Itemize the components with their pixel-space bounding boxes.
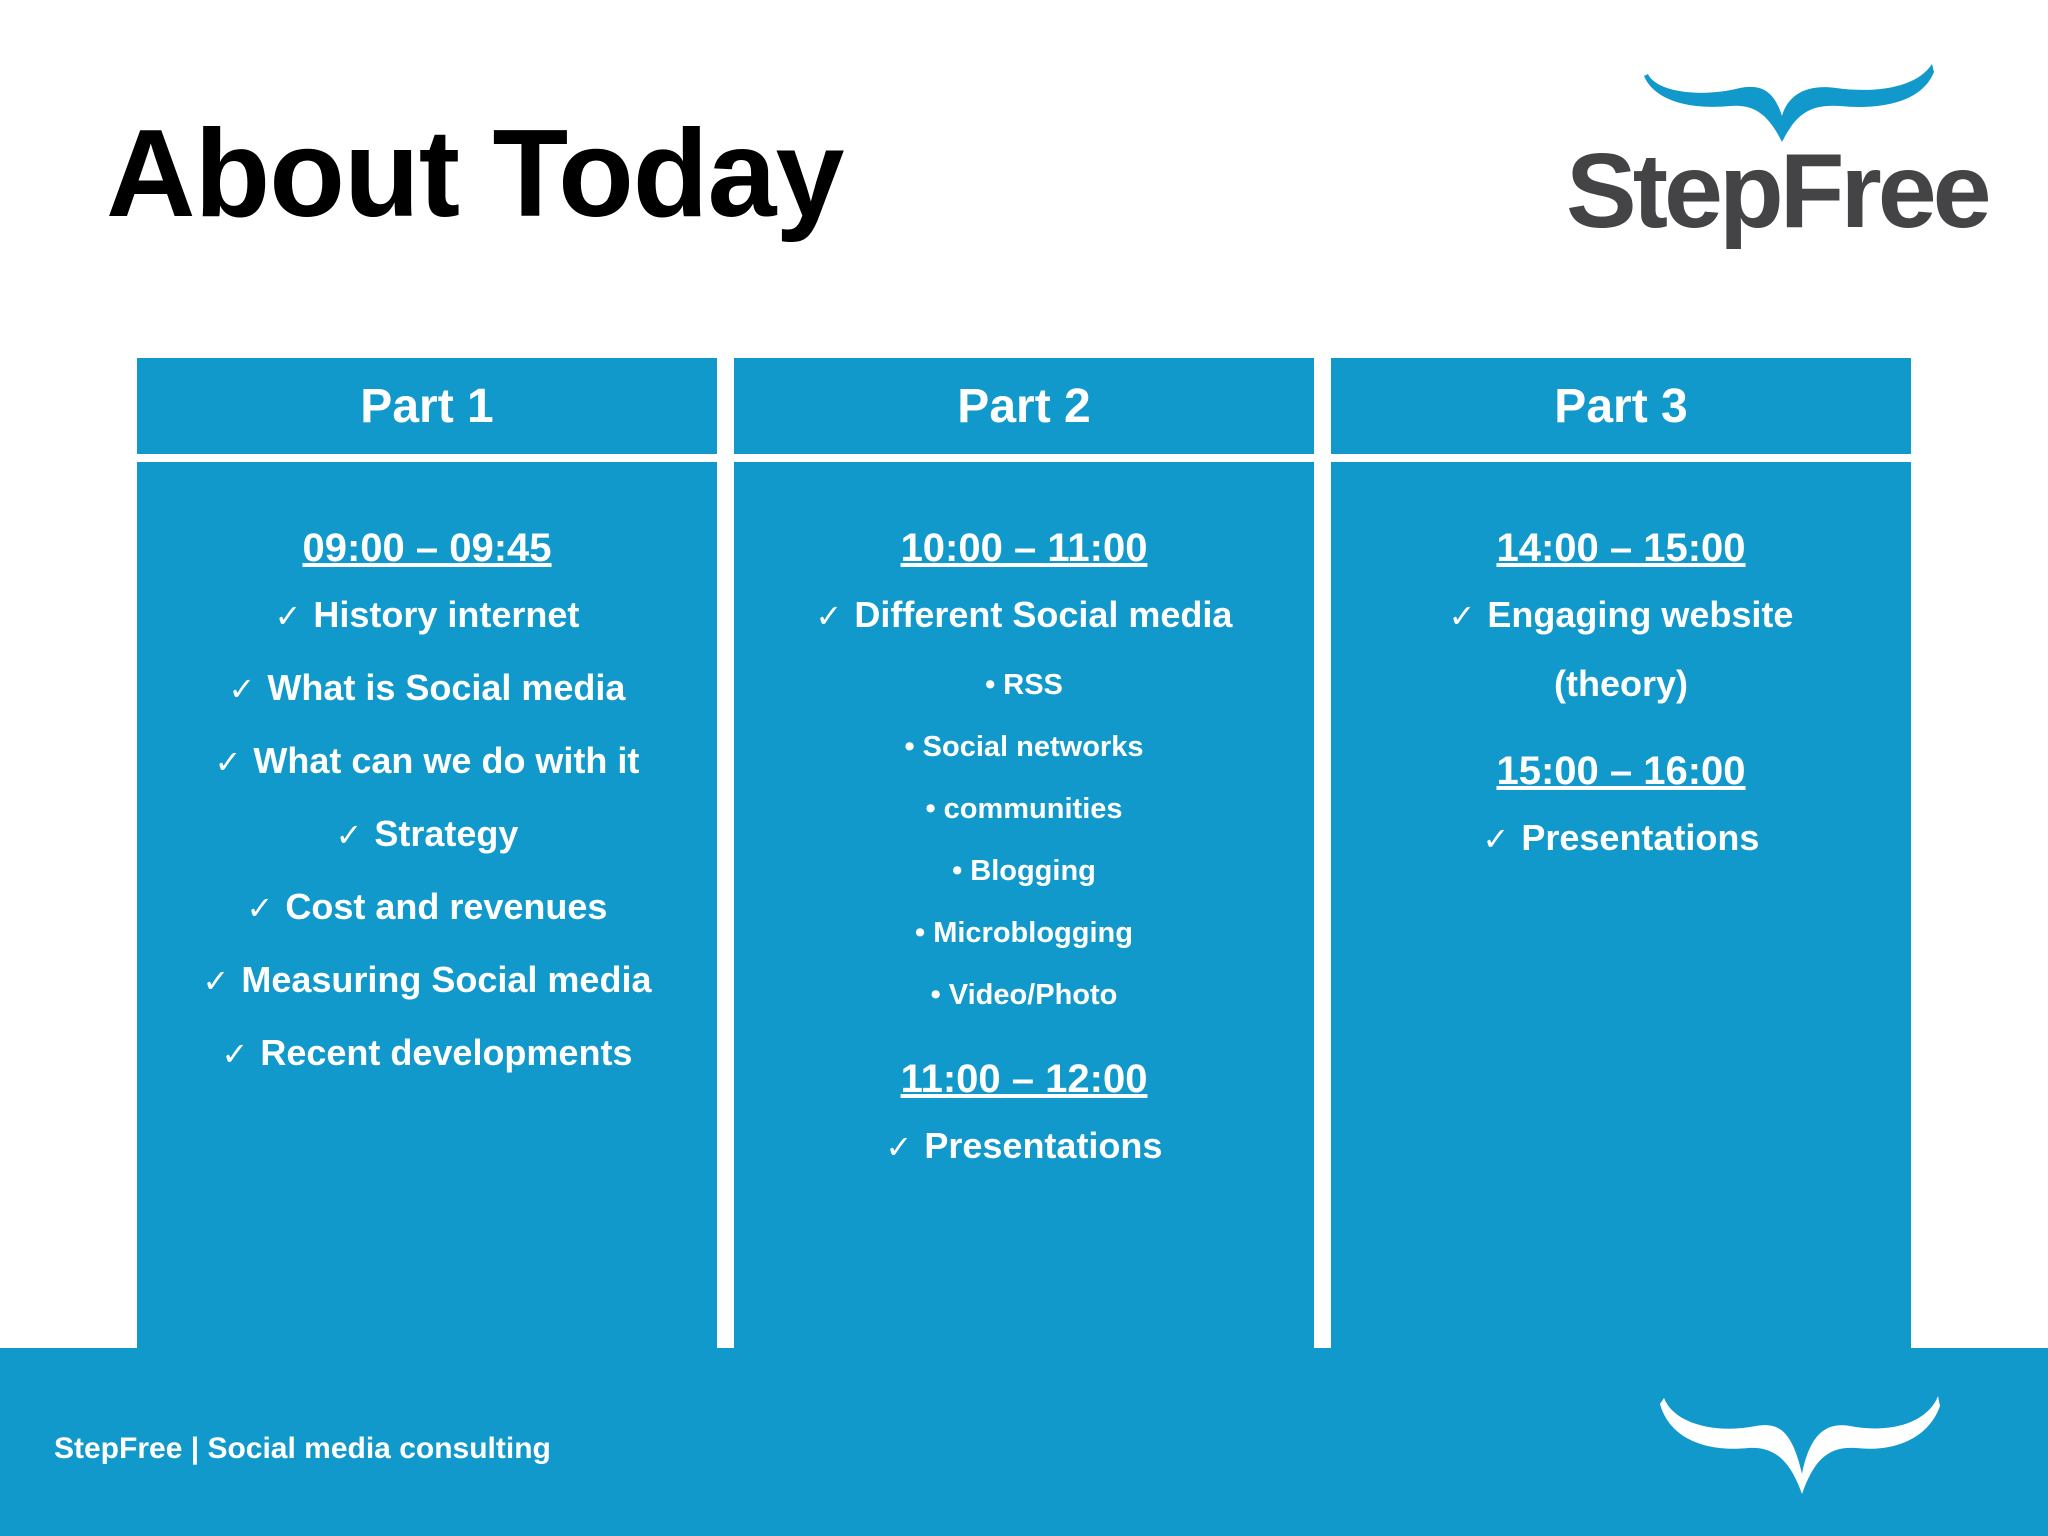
part-2-header: Part 2 — [734, 358, 1314, 454]
agenda-item — [137, 959, 717, 1002]
check-icon: ✓ — [221, 1035, 249, 1073]
session-time: 09:00 – 09:45 — [302, 526, 552, 570]
session-time: 14:00 – 15:00 — [1496, 526, 1746, 570]
check-icon: ✓ — [214, 743, 242, 781]
agenda-item — [137, 886, 717, 929]
sub-item-label: communities — [943, 793, 1123, 825]
agenda-item — [137, 740, 717, 783]
agenda-item-label: Measuring Social media — [241, 959, 652, 1000]
agenda-item — [734, 1125, 1314, 1168]
part-1-body — [137, 462, 717, 1350]
sub-item — [734, 853, 1314, 889]
sub-item-label: Social networks — [922, 731, 1144, 763]
sub-item — [734, 729, 1314, 765]
agenda-item — [137, 667, 717, 710]
agenda-item — [1331, 817, 1911, 860]
sub-item — [734, 791, 1314, 827]
bullet-icon: • — [915, 917, 926, 949]
agenda-item-label: Presentations — [924, 1125, 1163, 1166]
part-3-body — [1331, 462, 1911, 1350]
check-icon: ✓ — [246, 889, 274, 927]
sub-item — [734, 667, 1314, 703]
bullet-icon: • — [925, 793, 936, 825]
session-time: 11:00 – 12:00 — [900, 1057, 1148, 1101]
check-icon: ✓ — [228, 670, 256, 708]
session-time: 10:00 – 11:00 — [900, 526, 1148, 570]
wave-mark-icon — [1656, 1390, 1946, 1500]
agenda-item-label: Recent developments — [260, 1032, 633, 1073]
agenda-item-continuation: (theory) — [1554, 663, 1688, 704]
agenda-item-label: Engaging website — [1487, 594, 1794, 635]
agenda-item-label: Cost and revenues — [285, 886, 608, 927]
sub-item-label: RSS — [1003, 669, 1063, 701]
check-icon: ✓ — [335, 816, 363, 854]
logo-wave-icon — [1560, 62, 1970, 142]
agenda-item — [1331, 594, 1911, 637]
sub-item — [734, 915, 1314, 951]
part-1-header: Part 1 — [137, 358, 717, 454]
bullet-icon: • — [930, 979, 941, 1011]
check-icon: ✓ — [1448, 597, 1476, 635]
agenda-item — [137, 1032, 717, 1075]
bullet-icon: • — [904, 731, 915, 763]
bullet-icon: • — [952, 855, 963, 887]
agenda-item-label: Presentations — [1521, 817, 1760, 858]
agenda-item — [137, 594, 717, 637]
footer-bar — [0, 1348, 2048, 1536]
sub-item-label: Blogging — [970, 855, 1096, 887]
sub-item — [734, 977, 1314, 1013]
check-icon: ✓ — [202, 962, 230, 1000]
sub-item-label: Video/Photo — [948, 979, 1118, 1011]
agenda-item-label: What is Social media — [267, 667, 626, 708]
stepfree-logo — [1560, 62, 1988, 262]
agenda-item-label: Different Social media — [854, 594, 1233, 635]
part-2-body — [734, 462, 1314, 1350]
check-icon: ✓ — [1482, 820, 1510, 858]
check-icon: ✓ — [274, 597, 302, 635]
logo-text: StepFree — [1566, 132, 1988, 250]
bullet-icon: • — [985, 669, 996, 701]
agenda-item — [137, 813, 717, 856]
sub-item-label: Microblogging — [933, 917, 1133, 949]
check-icon: ✓ — [885, 1128, 913, 1166]
session-time: 15:00 – 16:00 — [1496, 749, 1746, 793]
agenda-item — [734, 594, 1314, 637]
part-3-header: Part 3 — [1331, 358, 1911, 454]
agenda-item-label: History internet — [313, 594, 580, 635]
check-icon: ✓ — [815, 597, 843, 635]
footer-text: StepFree | Social media consulting — [54, 1432, 551, 1465]
agenda-item-label: Strategy — [374, 813, 519, 854]
page-title: About Today — [106, 105, 844, 243]
agenda-item-label: What can we do with it — [253, 740, 640, 781]
